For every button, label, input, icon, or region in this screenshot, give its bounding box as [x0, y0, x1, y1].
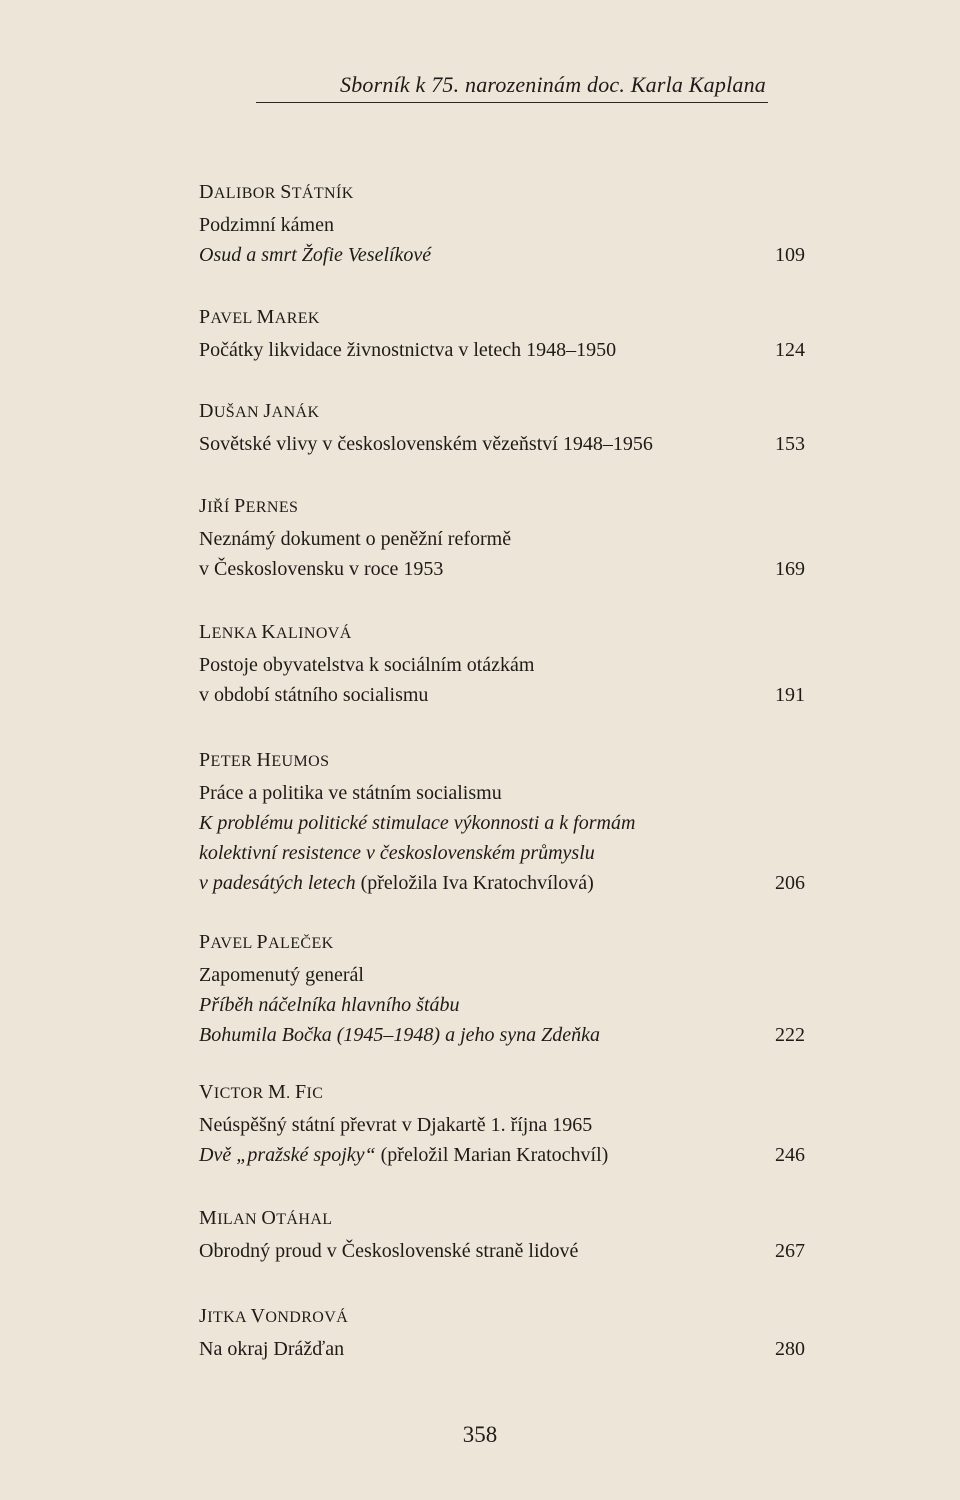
toc-title: Práce a politika ve státním socialismu: [199, 782, 502, 804]
toc-subtitle-text: Osud a smrt Žofie Veselíkové: [199, 244, 432, 266]
toc-author: [199, 494, 805, 524]
toc-subtitle-line: [199, 1020, 805, 1050]
toc-entry: [199, 1304, 805, 1364]
toc-title-text: v Československu v roce 1953: [199, 558, 444, 580]
running-title: Sborník k 75. narozeninám doc. Karla Kaplana: [340, 72, 766, 97]
author-first-name: PAVEL: [199, 931, 253, 953]
toc-entry: [199, 930, 805, 1050]
author-last-name: VONDROVÁ: [250, 1305, 349, 1327]
author-first-name: VICTOR M.: [199, 1081, 291, 1103]
toc-subtitle-text: v padesátých letech: [199, 872, 356, 894]
toc-translator: (přeložila Iva Kratochvílová): [360, 872, 594, 894]
author-last-name: PALEČEK: [256, 931, 334, 953]
toc-page-number: 153: [775, 433, 805, 455]
toc-author: [199, 1206, 805, 1236]
toc-entry: [199, 180, 805, 270]
author-last-name: FIC: [294, 1081, 324, 1103]
author-last-name: HEUMOS: [256, 749, 330, 771]
author-first-name: PETER: [199, 749, 253, 771]
author-first-name: DUŠAN: [199, 400, 260, 422]
toc-title-text: Počátky likvidace živnostnictva v letech 1948–1950: [199, 339, 617, 361]
toc-author: [199, 748, 805, 778]
page-number: 358: [462, 1422, 498, 1447]
toc-page-number: 169: [775, 558, 805, 580]
author-last-name: JANÁK: [263, 400, 320, 422]
toc-subtitle-line: [199, 240, 805, 270]
toc-page-number: 206: [775, 872, 805, 894]
toc-entry: [199, 620, 805, 710]
author-last-name: PERNES: [234, 495, 299, 517]
toc-title-line: [199, 1236, 805, 1266]
toc-title: Podzimní kámen: [199, 214, 334, 236]
toc-translator: (přeložil Marian Kratochvíl): [380, 1144, 609, 1166]
toc-page-number: 267: [775, 1240, 805, 1262]
toc-title: Zapomenutý generál: [199, 964, 364, 986]
toc-entry: [199, 494, 805, 584]
author-first-name: JIŘÍ: [199, 495, 230, 517]
toc-subtitle: K problému politické stimulace výkonnosti a k formám: [199, 812, 636, 834]
author-last-name: STÁTNÍK: [280, 181, 354, 203]
toc-page-number: 124: [775, 339, 805, 361]
toc-title: Postoje obyvatelstva k sociálním otázkám: [199, 654, 535, 676]
author-first-name: JITKA: [199, 1305, 247, 1327]
author-first-name: DALIBOR: [199, 181, 276, 203]
author-first-name: PAVEL: [199, 306, 253, 328]
toc-subtitle-line: [199, 868, 805, 898]
author-last-name: KALINOVÁ: [261, 621, 352, 643]
toc-author: [199, 620, 805, 650]
toc-title-line: [199, 335, 805, 365]
author-last-name: OTÁHAL: [261, 1207, 333, 1229]
toc-page-number: 280: [775, 1338, 805, 1360]
toc-title-text: Na okraj Drážďan: [199, 1338, 345, 1360]
toc-entry: [199, 1080, 805, 1170]
author-last-name: MAREK: [256, 306, 320, 328]
toc-page-number: 222: [775, 1024, 805, 1046]
toc-entry: [199, 305, 805, 365]
toc-page-number: 246: [775, 1144, 805, 1166]
toc-title-line: [199, 429, 805, 459]
toc-subtitle: kolektivní resistence v československém průmyslu: [199, 842, 595, 864]
toc-title-text: Sovětské vlivy v československém vězeňství 1948–1956: [199, 433, 653, 455]
toc-author: [199, 399, 805, 429]
toc-subtitle-text: Bohumila Bočka (1945–1948) a jeho syna Zdeňka: [199, 1024, 601, 1046]
header-rule: [256, 102, 768, 103]
toc-title: Neznámý dokument o peněžní reformě: [199, 528, 512, 550]
toc-author: [199, 1080, 805, 1110]
toc-author: [199, 305, 805, 335]
toc-title: Neúspěšný státní převrat v Djakartě 1. října 1965: [199, 1114, 593, 1136]
toc-entry: [199, 399, 805, 459]
toc-author: [199, 180, 805, 210]
toc-author: [199, 1304, 805, 1334]
toc-entry: [199, 748, 805, 898]
toc-entry: [199, 1206, 805, 1266]
toc-title-text: Obrodný proud v Československé straně lidové: [199, 1240, 579, 1262]
toc-title-text: v období státního socialismu: [199, 684, 429, 706]
toc-author: [199, 930, 805, 960]
toc-subtitle-line: [199, 1140, 805, 1170]
toc-subtitle: Příběh náčelníka hlavního štábu: [199, 994, 460, 1016]
toc-title-line: [199, 554, 805, 584]
toc-page-number: 109: [775, 244, 805, 266]
toc-subtitle-text: Dvě „pražské spojky“: [199, 1144, 376, 1166]
author-first-name: MILAN: [199, 1207, 257, 1229]
toc-title-line: [199, 680, 805, 710]
author-first-name: LENKA: [199, 621, 257, 643]
toc-title-line: [199, 1334, 805, 1364]
toc-page-number: 191: [775, 684, 805, 706]
